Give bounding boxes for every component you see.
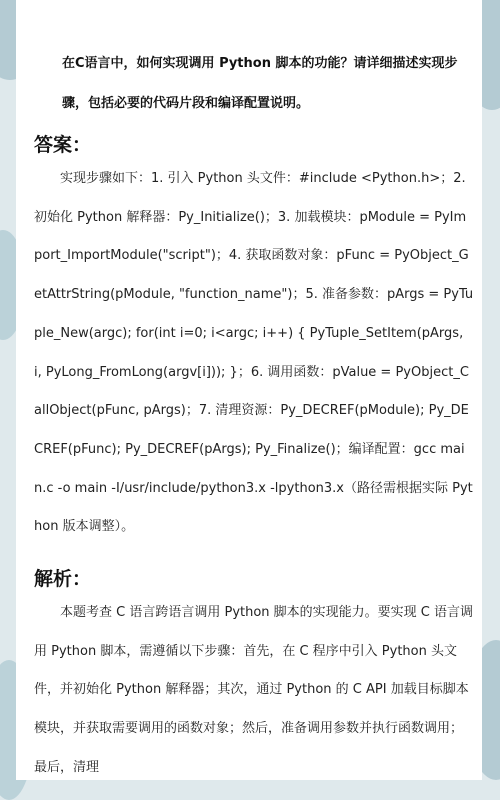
- question-text: 在C语言中，如何实现调用 Python 脚本的功能？请详细描述实现步骤，包括必要的代码片段和编译配置说明。: [62, 56, 458, 111]
- answer-heading: 答案：: [34, 134, 92, 156]
- answer-text: 实现步骤如下：1. 引入 Python 头文件：#include <Python.h>；2. 初始化 Python 解释器：Py_Initialize()；3. 加载模块：pModule = PyImport_ImportModule("script")；4. 获取函数对象：pFunc = PyObject_GetAttrString(pModule, "function_name")；5. 准备参数：pArgs = PyTuple_New(argc); for(int i=0; i<argc; i++) { PyTuple_SetItem(pArgs, i, PyLong_FromLong(argv[i])); }；6. 调用函数：pValue = PyObject_CallObject(pFunc, pArgs)；7. 清理资源：Py_DECREF(pModule); Py_DECREF(pFunc); Py_DECREF(pArgs); Py_Finalize()；编译配置：gcc main.c -o main -I/usr/include/python3.x -lpython3.x（路径需根据实际 Python 版本调整）。: [34, 171, 474, 535]
- analysis-text: 本题考查 C 语言跨语言调用 Python 脚本的实现能力。要实现 C 语言调用 Python 脚本，需遵循以下步骤：首先，在 C 程序中引入 Python 头文件，并初始化 Python 解释器；其次，通过 Python 的 C API 加载目标脚本模块，并获取需要调用的函数对象；然后，准备调用参数并执行函数调用；最后，清理: [34, 605, 474, 775]
- analysis-heading: 解析：: [34, 568, 92, 590]
- document-page: [16, 0, 482, 780]
